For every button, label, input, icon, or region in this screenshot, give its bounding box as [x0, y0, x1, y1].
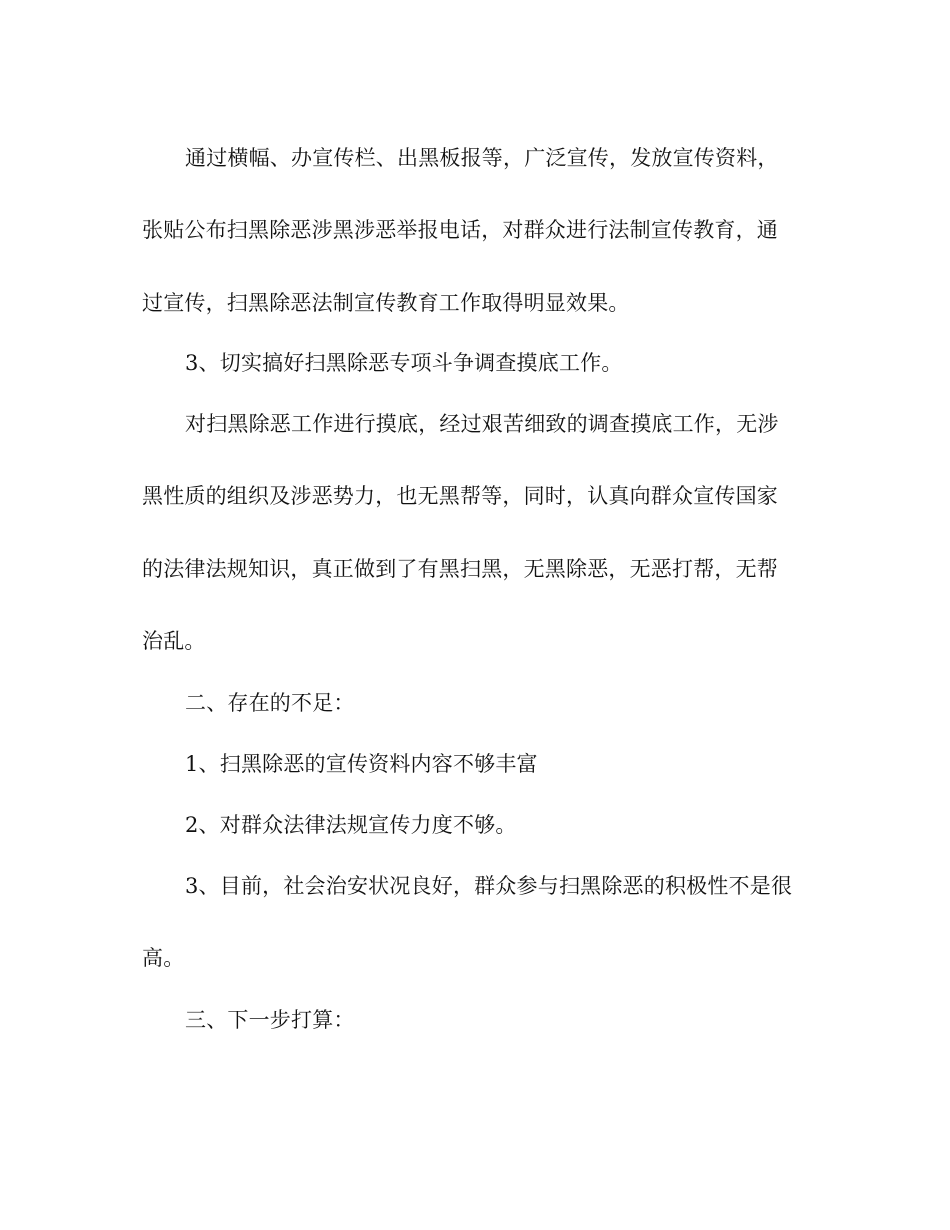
- paragraph-publicity-line-2: 张贴公布扫黑除恶涉黑涉恶举报电话，对群众进行法制宣传教育，通: [142, 218, 778, 242]
- paragraph-investigation-line-4: 治乱。: [142, 629, 206, 653]
- shortcoming-item-1: 1、扫黑除恶的宣传资料内容不够丰富: [185, 752, 538, 776]
- paragraph-publicity-line-1: 通过横幅、办宣传栏、出黑板报等，广泛宣传，发放宣传资料，: [185, 146, 779, 170]
- section-2-heading: 二、存在的不足：: [185, 691, 355, 715]
- paragraph-investigation-line-2: 黑性质的组织及涉恶势力，也无黑帮等，同时，认真向群众宣传国家: [142, 484, 778, 508]
- shortcoming-item-3-line-1: 3、目前，社会治安状况良好，群众参与扫黑除恶的积极性不是很: [185, 874, 793, 898]
- paragraph-publicity-line-3: 过宣传，扫黑除恶法制宣传教育工作取得明显效果。: [142, 291, 630, 315]
- shortcoming-item-3-line-2: 高。: [142, 946, 185, 970]
- item-3-investigation-heading: 3、切实搞好扫黑除恶专项斗争调查摸底工作。: [185, 351, 623, 375]
- paragraph-investigation-line-1: 对扫黑除恶工作进行摸底，经过艰苦细致的调查摸底工作，无涉: [185, 412, 779, 436]
- section-3-heading: 三、下一步打算：: [185, 1008, 355, 1032]
- shortcoming-item-2: 2、对群众法律法规宣传力度不够。: [185, 813, 517, 837]
- paragraph-investigation-line-3: 的法律法规知识，真正做到了有黑扫黑，无黑除恶，无恶打帮，无帮: [142, 557, 778, 581]
